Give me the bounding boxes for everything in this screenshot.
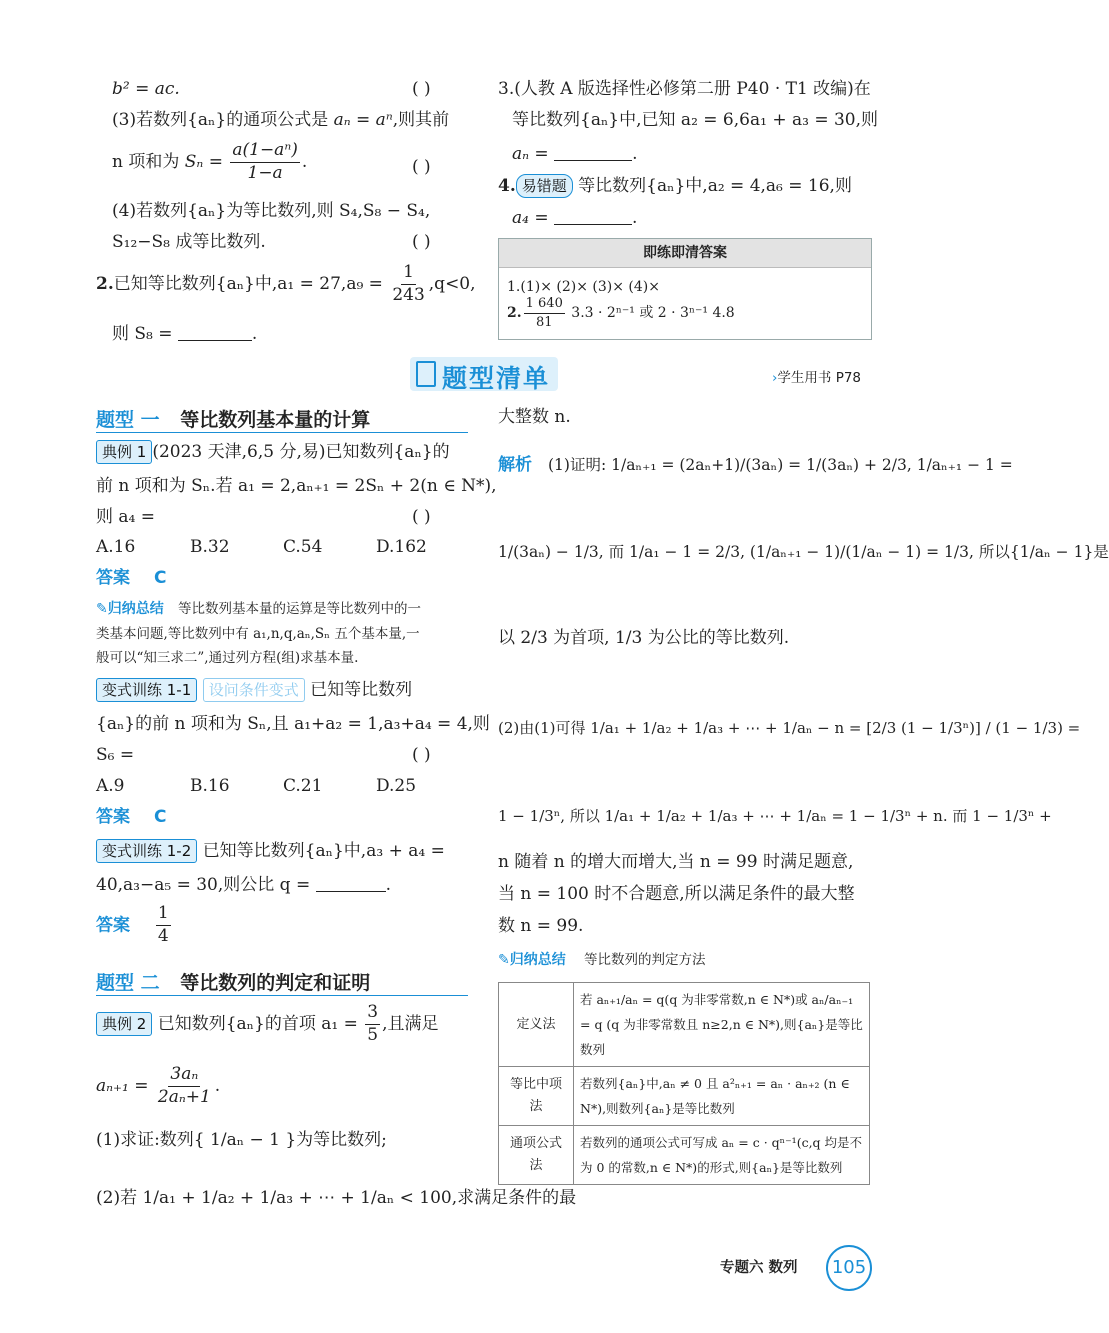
example-2-recurrence: aₙ₊₁ = $\frac{\text{3aₙ}}{\text{2aₙ+1}}$ . — [96, 1064, 221, 1107]
table-key: 等比中项法 — [499, 1067, 574, 1126]
item-3-sum: n 项和为 Sₙ = $\frac{\text{a(1−aⁿ)}}{1-a}$ . — [112, 140, 308, 183]
answer-1-1: 答案 C — [96, 807, 167, 827]
example-1-tag: 典例 1 — [96, 440, 152, 464]
answer-box-title: 即练即清答案 — [499, 239, 871, 268]
example-2-part2: (2)若 1/a₁ + 1/a₂ + 1/a₃ + ⋯ + 1/aₙ < 100,求满足条件的最 — [96, 1188, 577, 1208]
variant-1-2-tag: 变式训练 1-2 — [96, 839, 197, 863]
question-4-line2: a₄ = . — [512, 208, 638, 228]
chevron-right-icon: › — [772, 370, 778, 386]
answer-box — [498, 238, 872, 340]
type-1-heading: 题型 一 等比数列基本量的计算 — [96, 409, 371, 431]
table-text: 若数列{aₙ}中,aₙ ≠ 0 且 a²ₙ₊₁ = aₙ · aₙ₊₂ (n ∈ N*),则数列{aₙ}是等比数列 — [574, 1067, 870, 1126]
question-2: 2.已知等比数列{aₙ}中,a₁ = 27,a₉ = $\frac{1}{243}$ ,q<0, — [96, 262, 476, 305]
book-reference: ›学生用书 P78 — [772, 370, 862, 386]
heading-underline — [96, 995, 468, 996]
answer-1: 答案 C — [96, 568, 167, 588]
solution-p2-line3: n 随着 n 的增大而增大,当 n = 99 时满足题意, — [498, 852, 854, 872]
answer-1-2: 答案 $\frac{1}{4}$ — [96, 903, 169, 946]
question-2-line2: 则 S₈ = . — [112, 324, 258, 344]
paren-5: ( ) — [412, 745, 431, 765]
example-2-part2-cont: 大整数 n. — [498, 407, 571, 427]
solution-p2-line4: 当 n = 100 时不合题意,所以满足条件的最大整 — [498, 884, 855, 904]
variant-1-2-line2: 40,a₃−a₅ = 30,则公比 q = . — [96, 875, 392, 895]
table-key: 定义法 — [499, 983, 574, 1067]
summary-icon-label: ✎归纳总结 — [96, 601, 164, 617]
solution-p1-line3: 以 2/3 为首项, 1/3 为公比的等比数列. — [498, 628, 790, 648]
type-2-heading: 题型 二 等比数列的判定和证明 — [96, 972, 371, 994]
answer-row-1: 1.(1)× (2)× (3)× (4)× — [507, 279, 660, 295]
bulb-icon: ✎ — [96, 601, 108, 617]
summary-1-line3: 般可以“知三求二”,通过列方程(组)求基本量. — [96, 650, 359, 666]
answer-blank[interactable] — [178, 324, 252, 341]
paren-2: ( ) — [412, 157, 431, 177]
table-text: 若 aₙ₊₁/aₙ = q(q 为非零常数,n ∈ N*)或 aₙ/aₙ₋₁ = q (q 为非零常数且 n≥2,n ∈ N*),则{aₙ}是等比数列 — [574, 983, 870, 1067]
v-choice-b: B.16 — [190, 776, 230, 796]
summary-2-heading: ✎归纳总结 等比数列的判定方法 — [498, 952, 706, 968]
variant-1-1-line1: 变式训练 1-1 设问条件变式 已知等比数列 — [96, 678, 412, 702]
choice-d: D.162 — [376, 537, 427, 557]
item-4-line1: (4)若数列{aₙ}为等比数列,则 S₄,S₈ − S₄, — [112, 201, 431, 221]
table-row — [499, 1126, 870, 1185]
table-text: 若数列的通项公式可写成 aₙ = c · qⁿ⁻¹(c,q 均是不为 0 的常数,n ∈ N*)的形式,则{aₙ}是等比数列 — [574, 1126, 870, 1185]
variant-1-1-line3: S₆ = — [96, 745, 135, 765]
answer-blank[interactable] — [554, 208, 632, 225]
table-row — [499, 1067, 870, 1126]
answer-row-2: 2. $\frac{1 640}{81}$ 3.3 · 2ⁿ⁻¹ 或 2 · 3ⁿ⁻¹ 4.8 — [507, 296, 735, 330]
example-2-line1: 典例 2 已知数列{aₙ}的首项 a₁ = $\frac{3}{5}$ ,且满足 — [96, 1004, 438, 1045]
answer-blank[interactable] — [554, 144, 632, 161]
choice-c: C.54 — [283, 537, 323, 557]
v-choice-c: C.21 — [283, 776, 323, 796]
item-4-line2: S₁₂−S₈ 成等比数列. — [112, 232, 266, 252]
solution-p2-line1: (2)由(1)可得 1/a₁ + 1/a₂ + 1/a₃ + ⋯ + 1/aₙ − n = [2/3 (1 − 1/3ⁿ)] / (1 − 1/3) = — [498, 719, 1081, 737]
paren-1: ( ) — [412, 79, 431, 99]
notebook-icon — [416, 361, 436, 387]
question-3-line2: 等比数列{aₙ}中,已知 a₂ = 6,6a₁ + a₃ = 30,则 — [512, 110, 879, 130]
variant-1-1-line2: {aₙ}的前 n 项和为 Sₙ,且 a₁+a₂ = 1,a₃+a₄ = 4,则 — [96, 714, 490, 734]
table-key: 通项公式法 — [499, 1126, 574, 1185]
example-2-part1: (1)求证:数列{ 1/aₙ − 1 }为等比数列; — [96, 1130, 387, 1150]
paren-3: ( ) — [412, 232, 431, 252]
v-choice-d: D.25 — [376, 776, 417, 796]
example-2-tag: 典例 2 — [96, 1012, 152, 1036]
paren-4: ( ) — [412, 507, 431, 527]
choice-a: A.16 — [96, 537, 136, 557]
summary-1-line2: 类基本问题,等比数列中有 a₁,n,q,aₙ,Sₙ 五个基本量,一 — [96, 626, 420, 642]
table-row — [499, 983, 870, 1067]
question-3-line3: aₙ = . — [512, 144, 638, 164]
item-3: (3)若数列{aₙ}的通项公式是 aₙ = aⁿ,则其前 — [112, 110, 450, 130]
solution-p1-line1: (1)证明: 1/aₙ₊₁ = (2aₙ+1)/(3aₙ) = 1/(3aₙ) + 2/3, 1/aₙ₊₁ − 1 = — [548, 456, 1013, 474]
v-choice-a: A.9 — [96, 776, 125, 796]
answer-blank[interactable] — [316, 875, 386, 892]
variant-1-1-tag: 变式训练 1-1 — [96, 678, 197, 702]
error-prone-tag: 易错题 — [516, 174, 573, 198]
chapter-label: 专题六 数列 — [720, 1260, 798, 1276]
solution-p2-line2: 1 − 1/3ⁿ, 所以 1/a₁ + 1/a₂ + 1/a₃ + ⋯ + 1/aₙ = 1 − 1/3ⁿ + n. 而 1 − 1/3ⁿ + — [498, 807, 1052, 825]
section-banner — [410, 357, 558, 391]
choice-b: B.32 — [190, 537, 230, 557]
judgement-table — [498, 982, 870, 1185]
solution-p1-line2: 1/(3aₙ) − 1/3, 而 1/a₁ − 1 = 2/3, (1/aₙ₊₁ − 1)/(1/aₙ − 1) = 1/3, 所以{1/aₙ − 1}是 — [498, 543, 1109, 561]
solution-tag: 解析 — [498, 455, 532, 475]
example-1-line2: 前 n 项和为 Sₙ.若 a₁ = 2,aₙ₊₁ = 2Sₙ + 2(n ∈ N*), — [96, 476, 497, 496]
summary-1-line1: ✎归纳总结 等比数列基本量的运算是等比数列中的一 — [96, 601, 422, 617]
page-number: 105 — [826, 1245, 872, 1291]
variant-1-1-subtag: 设问条件变式 — [203, 678, 305, 702]
bulb-icon: ✎ — [498, 952, 510, 968]
example-1-line1: 典例 1 (2023 天津,6,5 分,易)已知数列{aₙ}的 — [96, 440, 450, 464]
example-1-line3: 则 a₄ = — [96, 507, 156, 527]
variant-1-2-line1: 变式训练 1-2 已知等比数列{aₙ}中,a₃ + a₄ = — [96, 839, 445, 863]
line-b2-ac: b² = ac. — [112, 79, 180, 99]
solution-p2-line5: 数 n = 99. — [498, 916, 584, 936]
heading-underline — [96, 432, 468, 433]
question-3-line1: 3.(人教 A 版选择性必修第二册 P40 · T1 改编)在 — [498, 79, 871, 99]
question-4-line1: 4. 易错题 等比数列{aₙ}中,a₂ = 4,a₆ = 16,则 — [498, 176, 852, 196]
section-title: 题型清单 — [442, 364, 551, 393]
